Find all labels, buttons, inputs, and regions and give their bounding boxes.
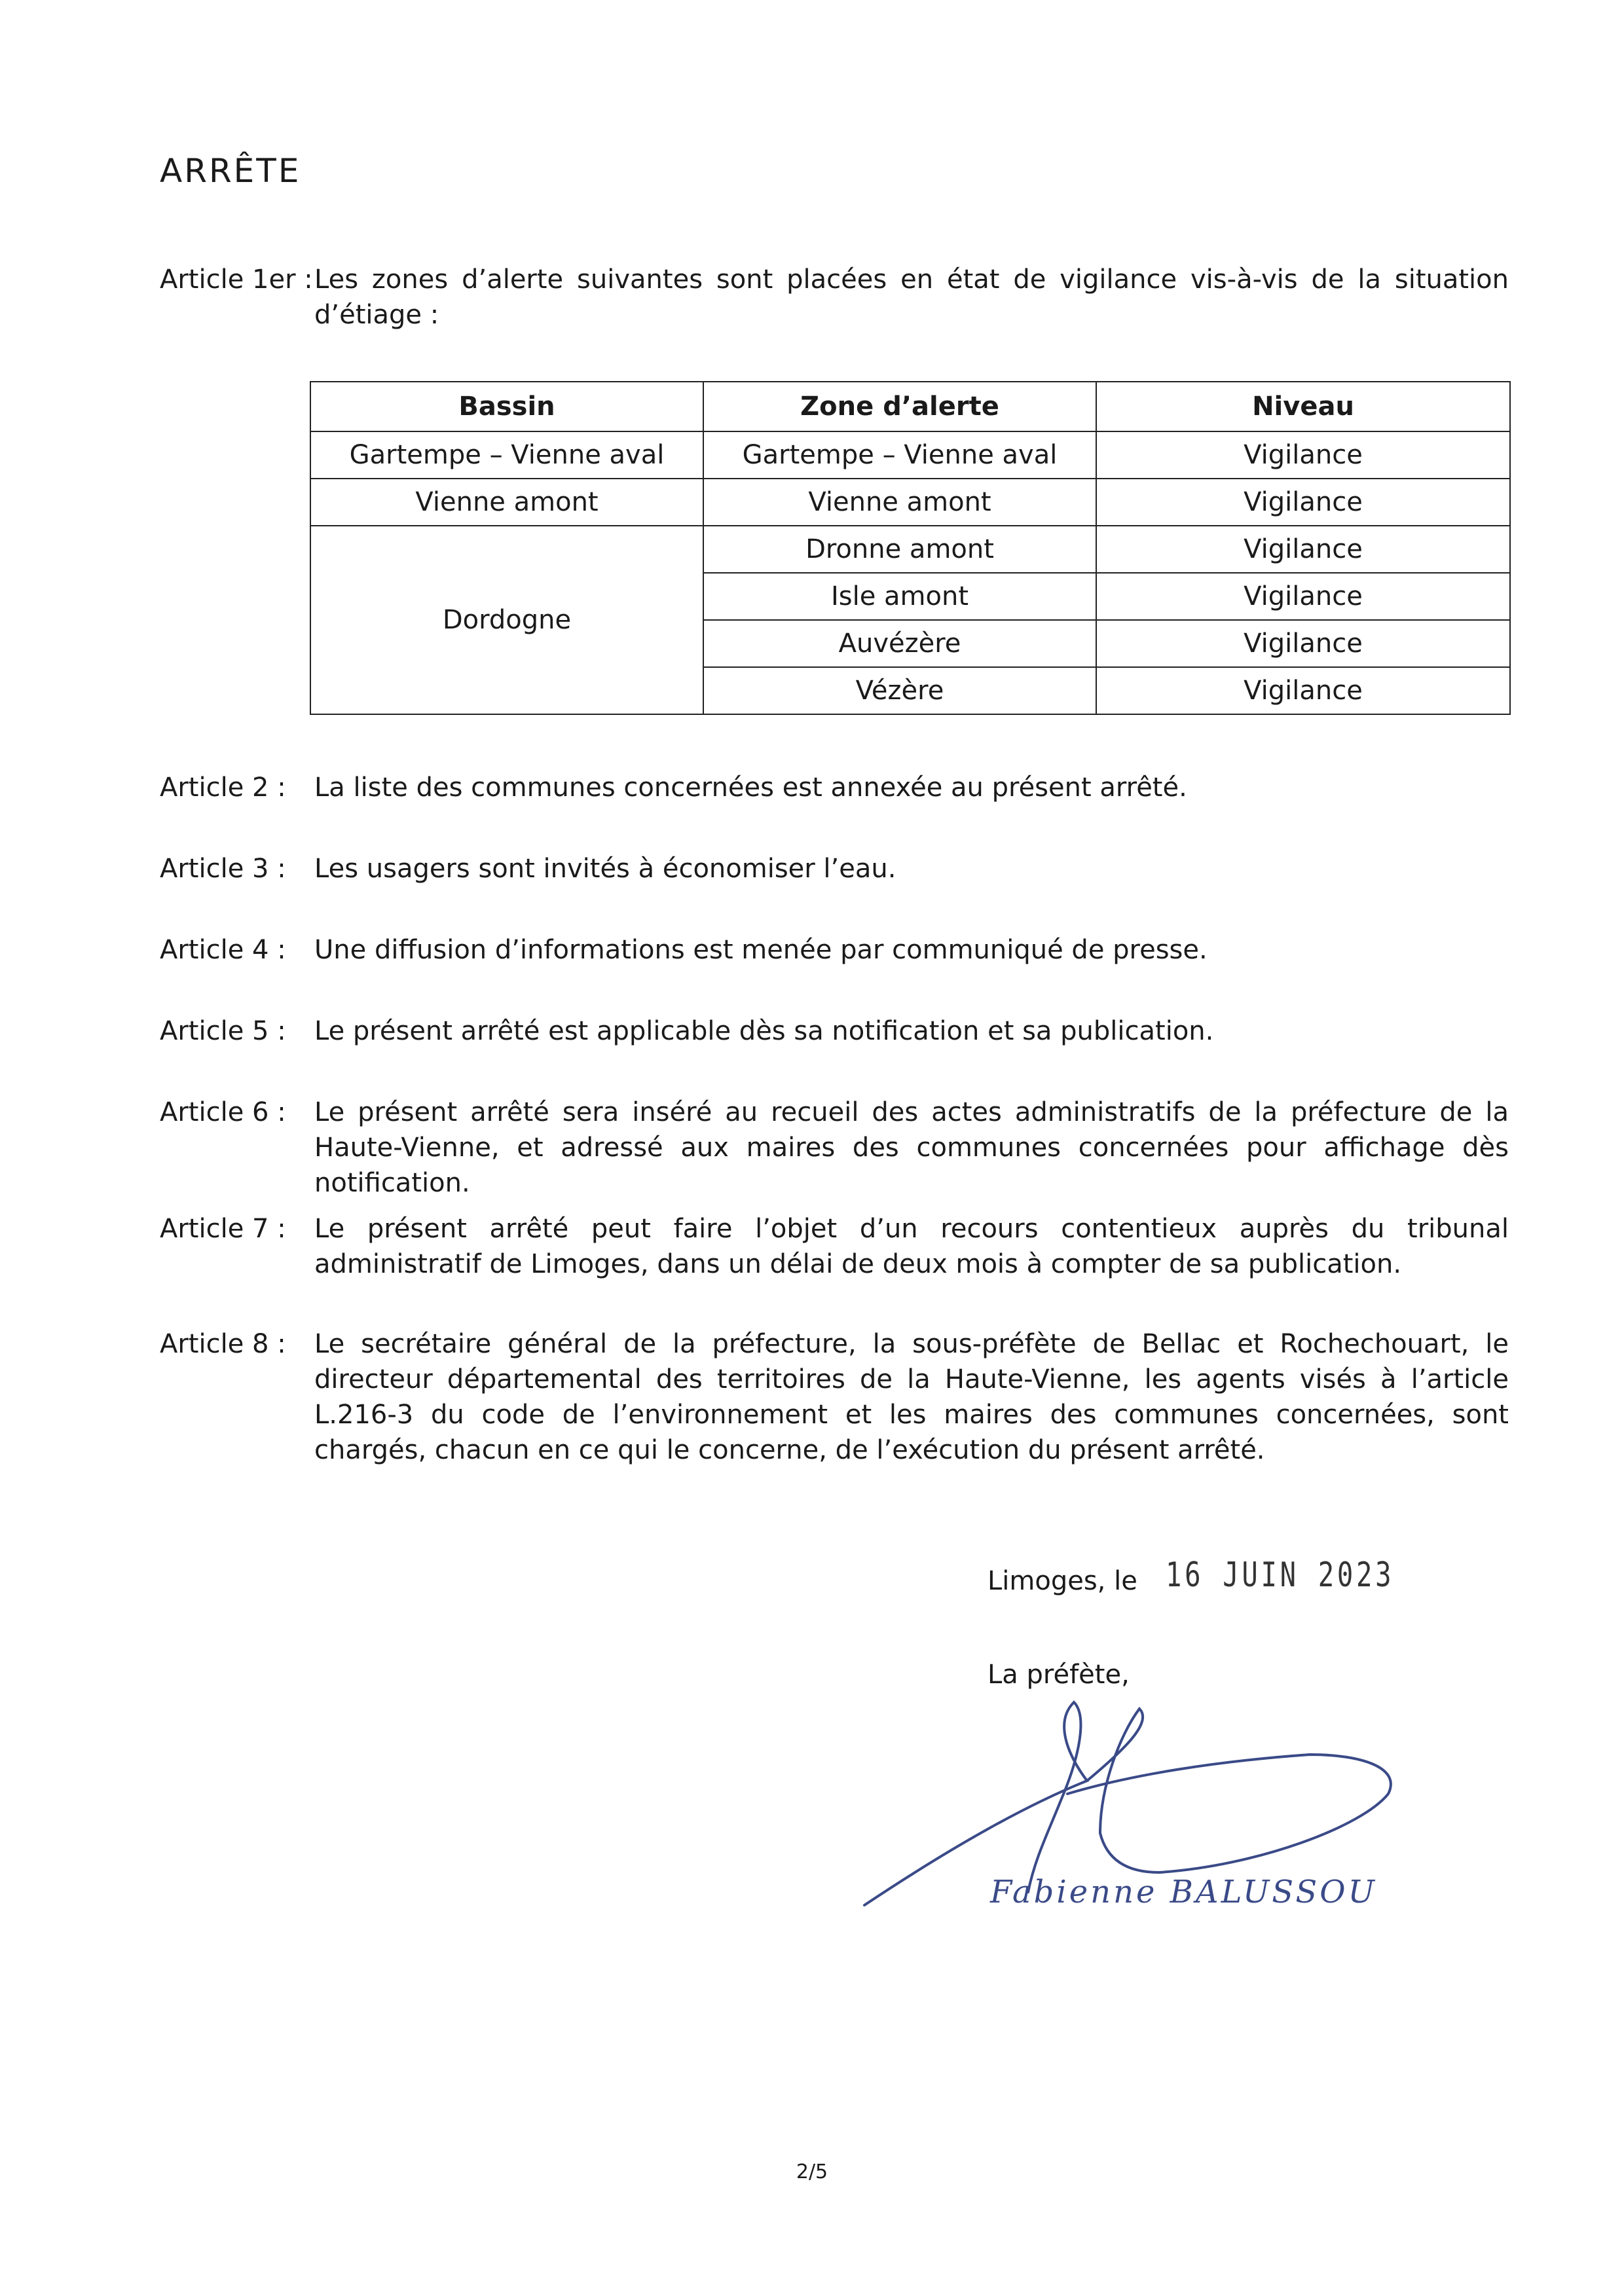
article-5 (160, 1013, 1509, 1049)
alert-zones-table (310, 381, 1511, 715)
cell-niveau: Vigilance (1096, 573, 1510, 620)
table-row (310, 431, 1510, 479)
cell-niveau: Vigilance (1096, 620, 1510, 667)
page-heading: ARRÊTE (160, 152, 301, 190)
article-1-text: Les zones d’alerte suivantes sont placées en état de vigilance vis-à-vis de la situation d’étiage : (314, 264, 1509, 330)
cell-zone: Vézère (703, 667, 1096, 714)
article-7-label: Article 7 : (160, 1214, 286, 1244)
article-4 (160, 932, 1509, 968)
article-2-text: La liste des communes concernées est annexée au présent arrêté. (314, 773, 1187, 803)
cell-bassin: Dordogne (310, 526, 703, 714)
article-3-text: Les usagers sont invités à économiser l’eau. (314, 854, 896, 884)
article-8-text: Le secrétaire général de la préfecture, la sous-préfète de Bellac et Rochechouart, le directeur départemental des territoires de la Haute-Vienne, les agents visés à l’article L.216-3 du code de l’environnement et les maires des communes concernées, sont chargés, chacun en ce qui le concerne, de l’exécution du présent arrêté. (314, 1329, 1509, 1465)
article-6-text: Le présent arrêté sera inséré au recueil des actes administratifs de la préfecture de la Haute-Vienne, et adressé aux maires des communes concernées pour affichage dès notification. (314, 1097, 1509, 1198)
article-2-label: Article 2 : (160, 773, 286, 803)
date-stamp: 16 JUIN 2023 (1166, 1556, 1395, 1595)
article-4-text: Une diffusion d’informations est menée par communiqué de presse. (314, 935, 1208, 965)
header-niveau: Niveau (1096, 382, 1510, 431)
cell-zone: Vienne amont (703, 479, 1096, 526)
article-6-label: Article 6 : (160, 1097, 286, 1127)
article-5-label: Article 5 : (160, 1016, 286, 1046)
cell-niveau: Vigilance (1096, 431, 1510, 479)
signatory-name: Fabienne BALUSSOU (990, 1874, 1378, 1910)
article-1 (160, 262, 1509, 333)
cell-zone: Auvézère (703, 620, 1096, 667)
cell-niveau: Vigilance (1096, 667, 1510, 714)
cell-bassin: Vienne amont (310, 479, 703, 526)
article-8 (160, 1326, 1509, 1468)
article-6 (160, 1095, 1509, 1201)
header-bassin: Bassin (310, 382, 703, 431)
cell-niveau: Vigilance (1096, 479, 1510, 526)
cell-zone: Isle amont (703, 573, 1096, 620)
article-3-label: Article 3 : (160, 854, 286, 884)
article-3 (160, 851, 1509, 886)
article-7-text: Le présent arrêté peut faire l’objet d’un recours contentieux auprès du tribunal administratif de Limoges, dans un délai de deux mois à compter de sa publication. (314, 1214, 1509, 1279)
article-4-label: Article 4 : (160, 935, 286, 965)
cell-bassin: Gartempe – Vienne aval (310, 431, 703, 479)
signature-place: Limoges, le (987, 1566, 1137, 1596)
table-header-row (310, 382, 1510, 431)
article-7 (160, 1211, 1509, 1282)
table-row (310, 526, 1510, 573)
article-8-label: Article 8 : (160, 1329, 286, 1359)
cell-zone: Gartempe – Vienne aval (703, 431, 1096, 479)
article-2 (160, 770, 1509, 805)
cell-zone: Dronne amont (703, 526, 1096, 573)
cell-niveau: Vigilance (1096, 526, 1510, 573)
article-5-text: Le présent arrêté est applicable dès sa notification et sa publication. (314, 1016, 1214, 1046)
signatory-role: La préfète, (987, 1660, 1130, 1690)
page-number: 2/5 (796, 2160, 828, 2183)
header-zone: Zone d’alerte (703, 382, 1096, 431)
article-1-label: Article 1er : (160, 264, 313, 295)
table-row (310, 479, 1510, 526)
